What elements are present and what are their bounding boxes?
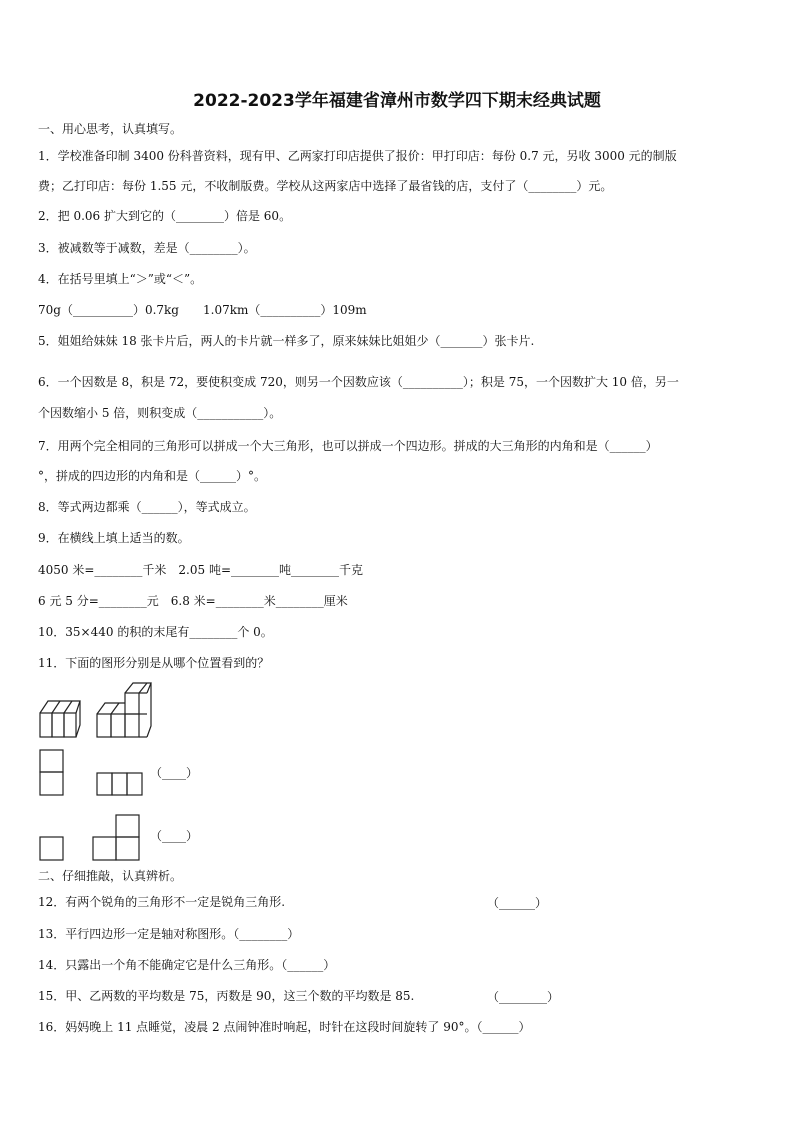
question-10: 10．35×440 的积的末尾有________个 0。 [38,625,273,639]
question-7-line-1: 7．用两个完全相同的三角形可以拼成一个大三角形，也可以拼成一个四边形。拼成的大三角形的内角和是（______） [38,439,658,453]
question-1-line-2: 费；乙打印店：每份 1.55 元，不收制版费。学校从这两家店中选择了最省钱的店，支付了（________）元。 [38,179,613,193]
page-title: 2022-2023学年福建省漳州市数学四下期末经典试题 [193,91,601,111]
question-1-line-1: 1．学校准备印制 3400 份科普资料，现有甲、乙两家打印店提供了报价：甲打印店：每份 0.7 元，另收 3000 元的制版 [38,149,677,163]
answer-blank-11a[interactable]: （____） [150,766,199,780]
section-heading-2: 二、仔细推敲，认真辨析。 [38,869,183,883]
question-16: 16．妈妈晚上 11 点睡觉，凌晨 2 点闹钟准时响起，时针在这段时间旋转了 90°。（______） [38,1020,531,1034]
view-l-shape [92,814,142,862]
view-single-square [39,836,65,862]
question-6-line-1: 6．一个因数是 8，积是 72，要使积变成 720，则另一个因数应该（__________）；积是 75，一个因数扩大 10 倍，另一 [38,375,679,389]
view-three-squares-row [96,772,144,797]
question-9-items-1: 4050 米=________千米 2.05 吨=________吨________千克 [38,563,363,577]
question-5: 5．姐姐给妹妹 18 张卡片后，两人的卡片就一样多了，原来妹妹比姐姐少（_______）张卡片. [38,334,535,348]
answer-blank-11b[interactable]: （____） [150,829,199,843]
question-4-items: 70g（__________）0.7kg 1.07km（__________）109m [38,303,367,317]
question-7-line-2: °，拼成的四边形的内角和是（______）°。 [38,469,267,483]
question-13: 13．平行四边形一定是轴对称图形。（________） [38,927,300,941]
question-6-line-2: 个因数缩小 5 倍，则积变成（___________）。 [38,406,282,420]
question-3: 3．被减数等于减数，差是（________）。 [38,241,256,255]
question-15: 15．甲、乙两数的平均数是 75，丙数是 90，这三个数的平均数是 85. [38,989,415,1003]
question-8: 8．等式两边都乘（______），等式成立。 [38,500,256,514]
question-14: 14．只露出一个角不能确定它是什么三角形。（______） [38,958,336,972]
question-9-items-2: 6 元 5 分=________元 6.8 米=________米________厘米 [38,594,348,608]
cube-figure-row [39,697,83,739]
view-two-stacked-squares [39,749,65,797]
cube-figure-stack [96,681,154,739]
section-heading-1: 一、用心思考，认真填写。 [38,122,183,136]
question-2: 2．把 0.06 扩大到它的（________）倍是 60。 [38,209,292,223]
question-9: 9．在横线上填上适当的数。 [38,531,190,545]
answer-blank-12[interactable]: （______） [487,896,548,910]
question-12: 12．有两个锐角的三角形不一定是锐角三角形. [38,895,286,909]
question-4: 4．在括号里填上“＞”或“＜”。 [38,272,203,286]
answer-blank-15[interactable]: （________） [487,990,560,1004]
question-11: 11．下面的图形分别是从哪个位置看到的？ [38,656,270,670]
